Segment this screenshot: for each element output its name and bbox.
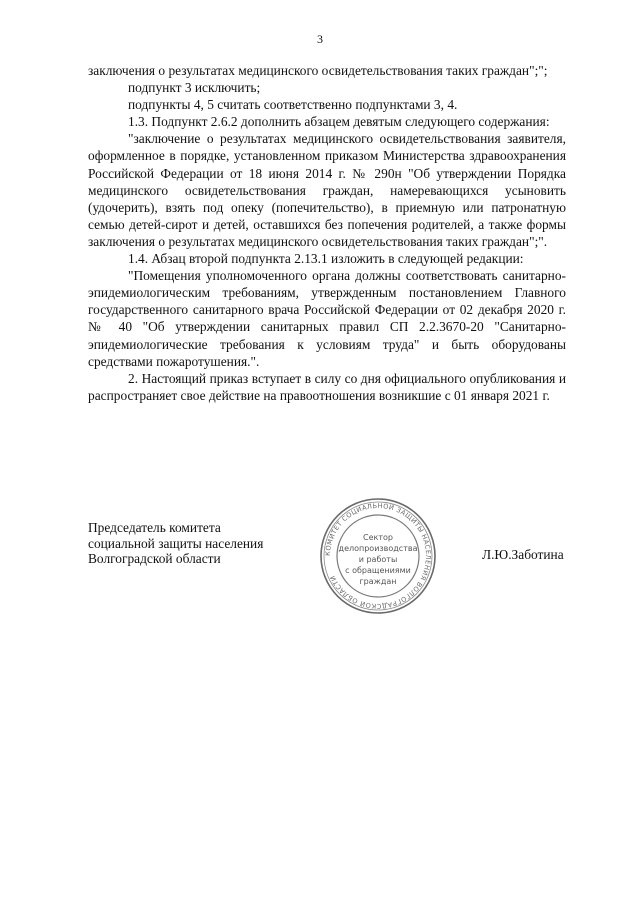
official-stamp-icon <box>318 496 438 616</box>
position-line: социальной защиты населения <box>88 535 264 551</box>
paragraph: "Помещения уполномоченного органа должны соответствовать санитарно-эпидемиологическим требованиям, утвержденным постановлением Главного государственного санитарного врача Российской Федерации от 02 декабря 2020 г. № 40 "Об утверждении санитарных правил СП 2.2.3670-20 "Санитарно-эпидемиологические требования к условиям труда" и быть оборудованы средствами пожаротушения.". <box>88 268 566 369</box>
stamp-line: граждан <box>359 577 397 586</box>
paragraph: подпункты 4, 5 считать соответственно подпунктами 3, 4. <box>128 97 458 113</box>
stamp-line: делопроизводства <box>338 544 418 553</box>
position-line: Волгоградской области <box>88 551 221 566</box>
paragraph: "заключение о результатах медицинского освидетельствования заявителя, оформленное в порядке, установленном приказом Министерства здравоохранения Российской Федерации от 18 июня 2014 г. № 290н "Об утверждении Порядка медицинского освидетельствования граждан, намеревающихся усыновить (удочерить), взять под опеку (попечительство), в приемную или патронатную семью детей-сирот и детей, оставшихся без попечения родителей, а также формы заключения о результатах медицинского освидетельствования таких граждан";". <box>88 131 566 249</box>
paragraph: заключения о результатах медицинского освидетельствования таких граждан";"; <box>88 63 548 78</box>
stamp-ring-text: КОМИТЕТ СОЦИАЛЬНОЙ ЗАЩИТЫ НАСЕЛЕНИЯ ВОЛГОГРАДСКОЙ ОБЛАСТИ <box>323 501 433 611</box>
document-body <box>88 62 566 404</box>
stamp-line: Сектор <box>363 533 393 542</box>
stamp-line: и работы <box>358 555 398 564</box>
page-number: 3 <box>317 32 323 46</box>
paragraph: 2. Настоящий приказ вступает в силу со дня официального опубликования и распространяет свое действие на правоотношения возникшие с 01 января 2021 г. <box>88 370 566 403</box>
paragraph: подпункт 3 исключить; <box>128 80 261 96</box>
stamp-line: с обращениями <box>345 566 411 575</box>
paragraph: 1.4. Абзац второй подпункта 2.13.1 изложить в следующей редакции: <box>128 251 524 267</box>
paragraph: 1.3. Подпункт 2.6.2 дополнить абзацем девятым следующего содержания: <box>128 114 550 130</box>
signatory-position <box>88 520 318 567</box>
position-line: Председатель комитета <box>88 520 221 535</box>
signatory-name: Л.Ю.Заботина <box>482 547 564 562</box>
